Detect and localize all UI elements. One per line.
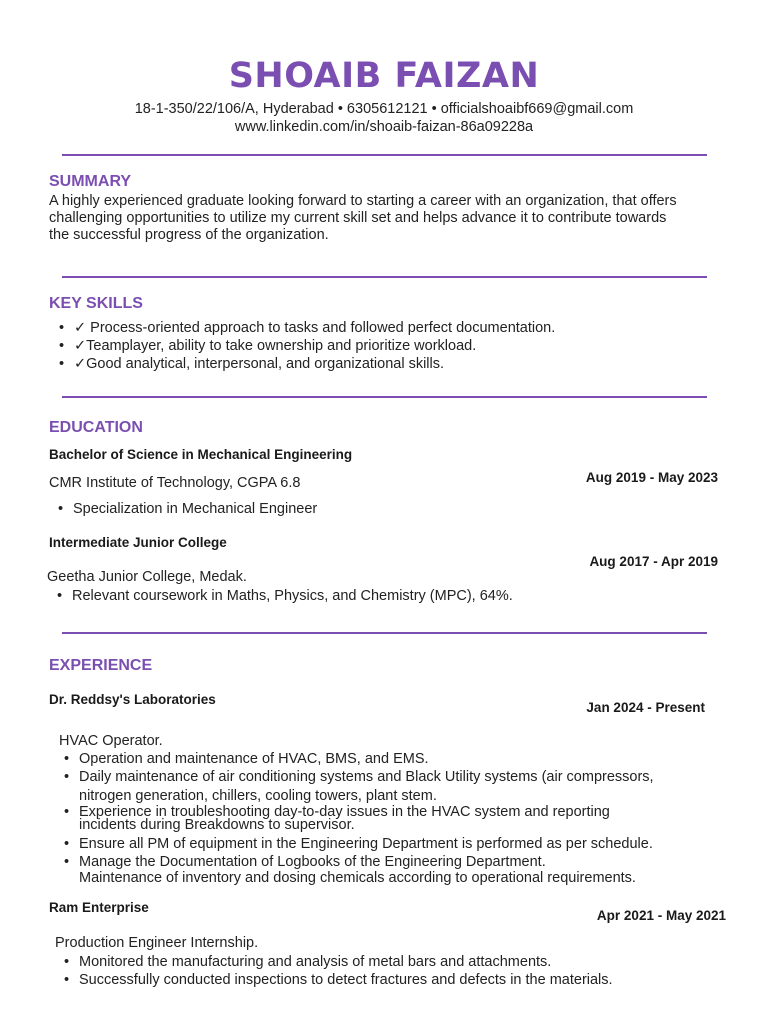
experience-bullet: • Operation and maintenance of HVAC, BMS, and EMS. [79,751,429,769]
job-role: Production Engineer Internship. [55,935,259,951]
skill-item: • ✓Good analytical, interpersonal, and organizational skills. [74,356,444,374]
experience-bullet: • Ensure all PM of equipment in the Engineering Department is performed as per schedule. [79,836,653,854]
section-divider [62,276,707,278]
section-divider [62,154,707,156]
experience-bullet-continued: incidents during Breakdowns to supervisor. [79,817,355,833]
linkedin-url: www.linkedin.com/in/shoaib-faizan-86a09228a [234,119,534,135]
experience-bullet: • Successfully conducted inspections to detect fractures and defects in the materials. [79,972,613,990]
experience-bullet-continued: Maintenance of inventory and dosing chemicals according to operational requirements. [79,870,636,886]
education-heading: EDUCATION [49,419,143,436]
skill-item: • ✓Teamplayer, ability to take ownership and prioritize workload. [74,338,476,356]
summary-heading: SUMMARY [49,173,132,190]
key-skills-heading: KEY SKILLS [49,295,143,312]
degree-title: Bachelor of Science in Mechanical Engineering [49,447,353,462]
institution: CMR Institute of Technology, CGPA 6.8 [49,475,301,491]
section-divider [62,396,707,398]
summary-line: A highly experienced graduate looking forward to starting a career with an organization, that offers [49,193,677,209]
education-bullet: • Relevant coursework in Maths, Physics, and Chemistry (MPC), 64%. [72,588,513,606]
experience-dates: Jan 2024 - Present [586,700,705,715]
degree-title: Intermediate Junior College [49,535,227,550]
section-divider [62,632,707,634]
candidate-name: SHOAIB FAIZAN [228,56,540,96]
summary-line: challenging opportunities to utilize my current skill set and helps advance it to contribute towards [49,210,667,226]
company-name: Ram Enterprise [49,900,149,915]
experience-dates: Apr 2021 - May 2021 [596,908,726,923]
experience-bullet: • Experience in troubleshooting day-to-day issues in the HVAC system and reporting [79,806,610,819]
education-dates: Aug 2017 - Apr 2019 [589,554,718,569]
experience-bullet: • Monitored the manufacturing and analysis of metal bars and attachments. [79,954,551,972]
experience-bullet: • Daily maintenance of air conditioning systems and Black Utility systems (air compressors, [79,769,654,787]
company-name: Dr. Reddsy's Laboratories [49,692,216,707]
experience-bullet: • Manage the Documentation of Logbooks of the Engineering Department. [79,854,546,872]
institution: Geetha Junior College, Medak. [47,569,247,585]
job-role: HVAC Operator. [59,733,163,749]
contact-line: 18-1-350/22/106/A, Hyderabad • 6305612121 • officialshoaibf669@gmail.com [134,101,634,117]
experience-bullet-continued: nitrogen generation, chillers, cooling towers, plant stem. [79,788,437,804]
education-bullet: • Specialization in Mechanical Engineer [73,501,317,519]
education-dates: Aug 2019 - May 2023 [585,470,718,485]
skill-item: • ✓ Process-oriented approach to tasks and followed perfect documentation. [74,320,555,338]
summary-line: the successful progress of the organization. [49,227,329,243]
experience-heading: EXPERIENCE [49,657,153,674]
